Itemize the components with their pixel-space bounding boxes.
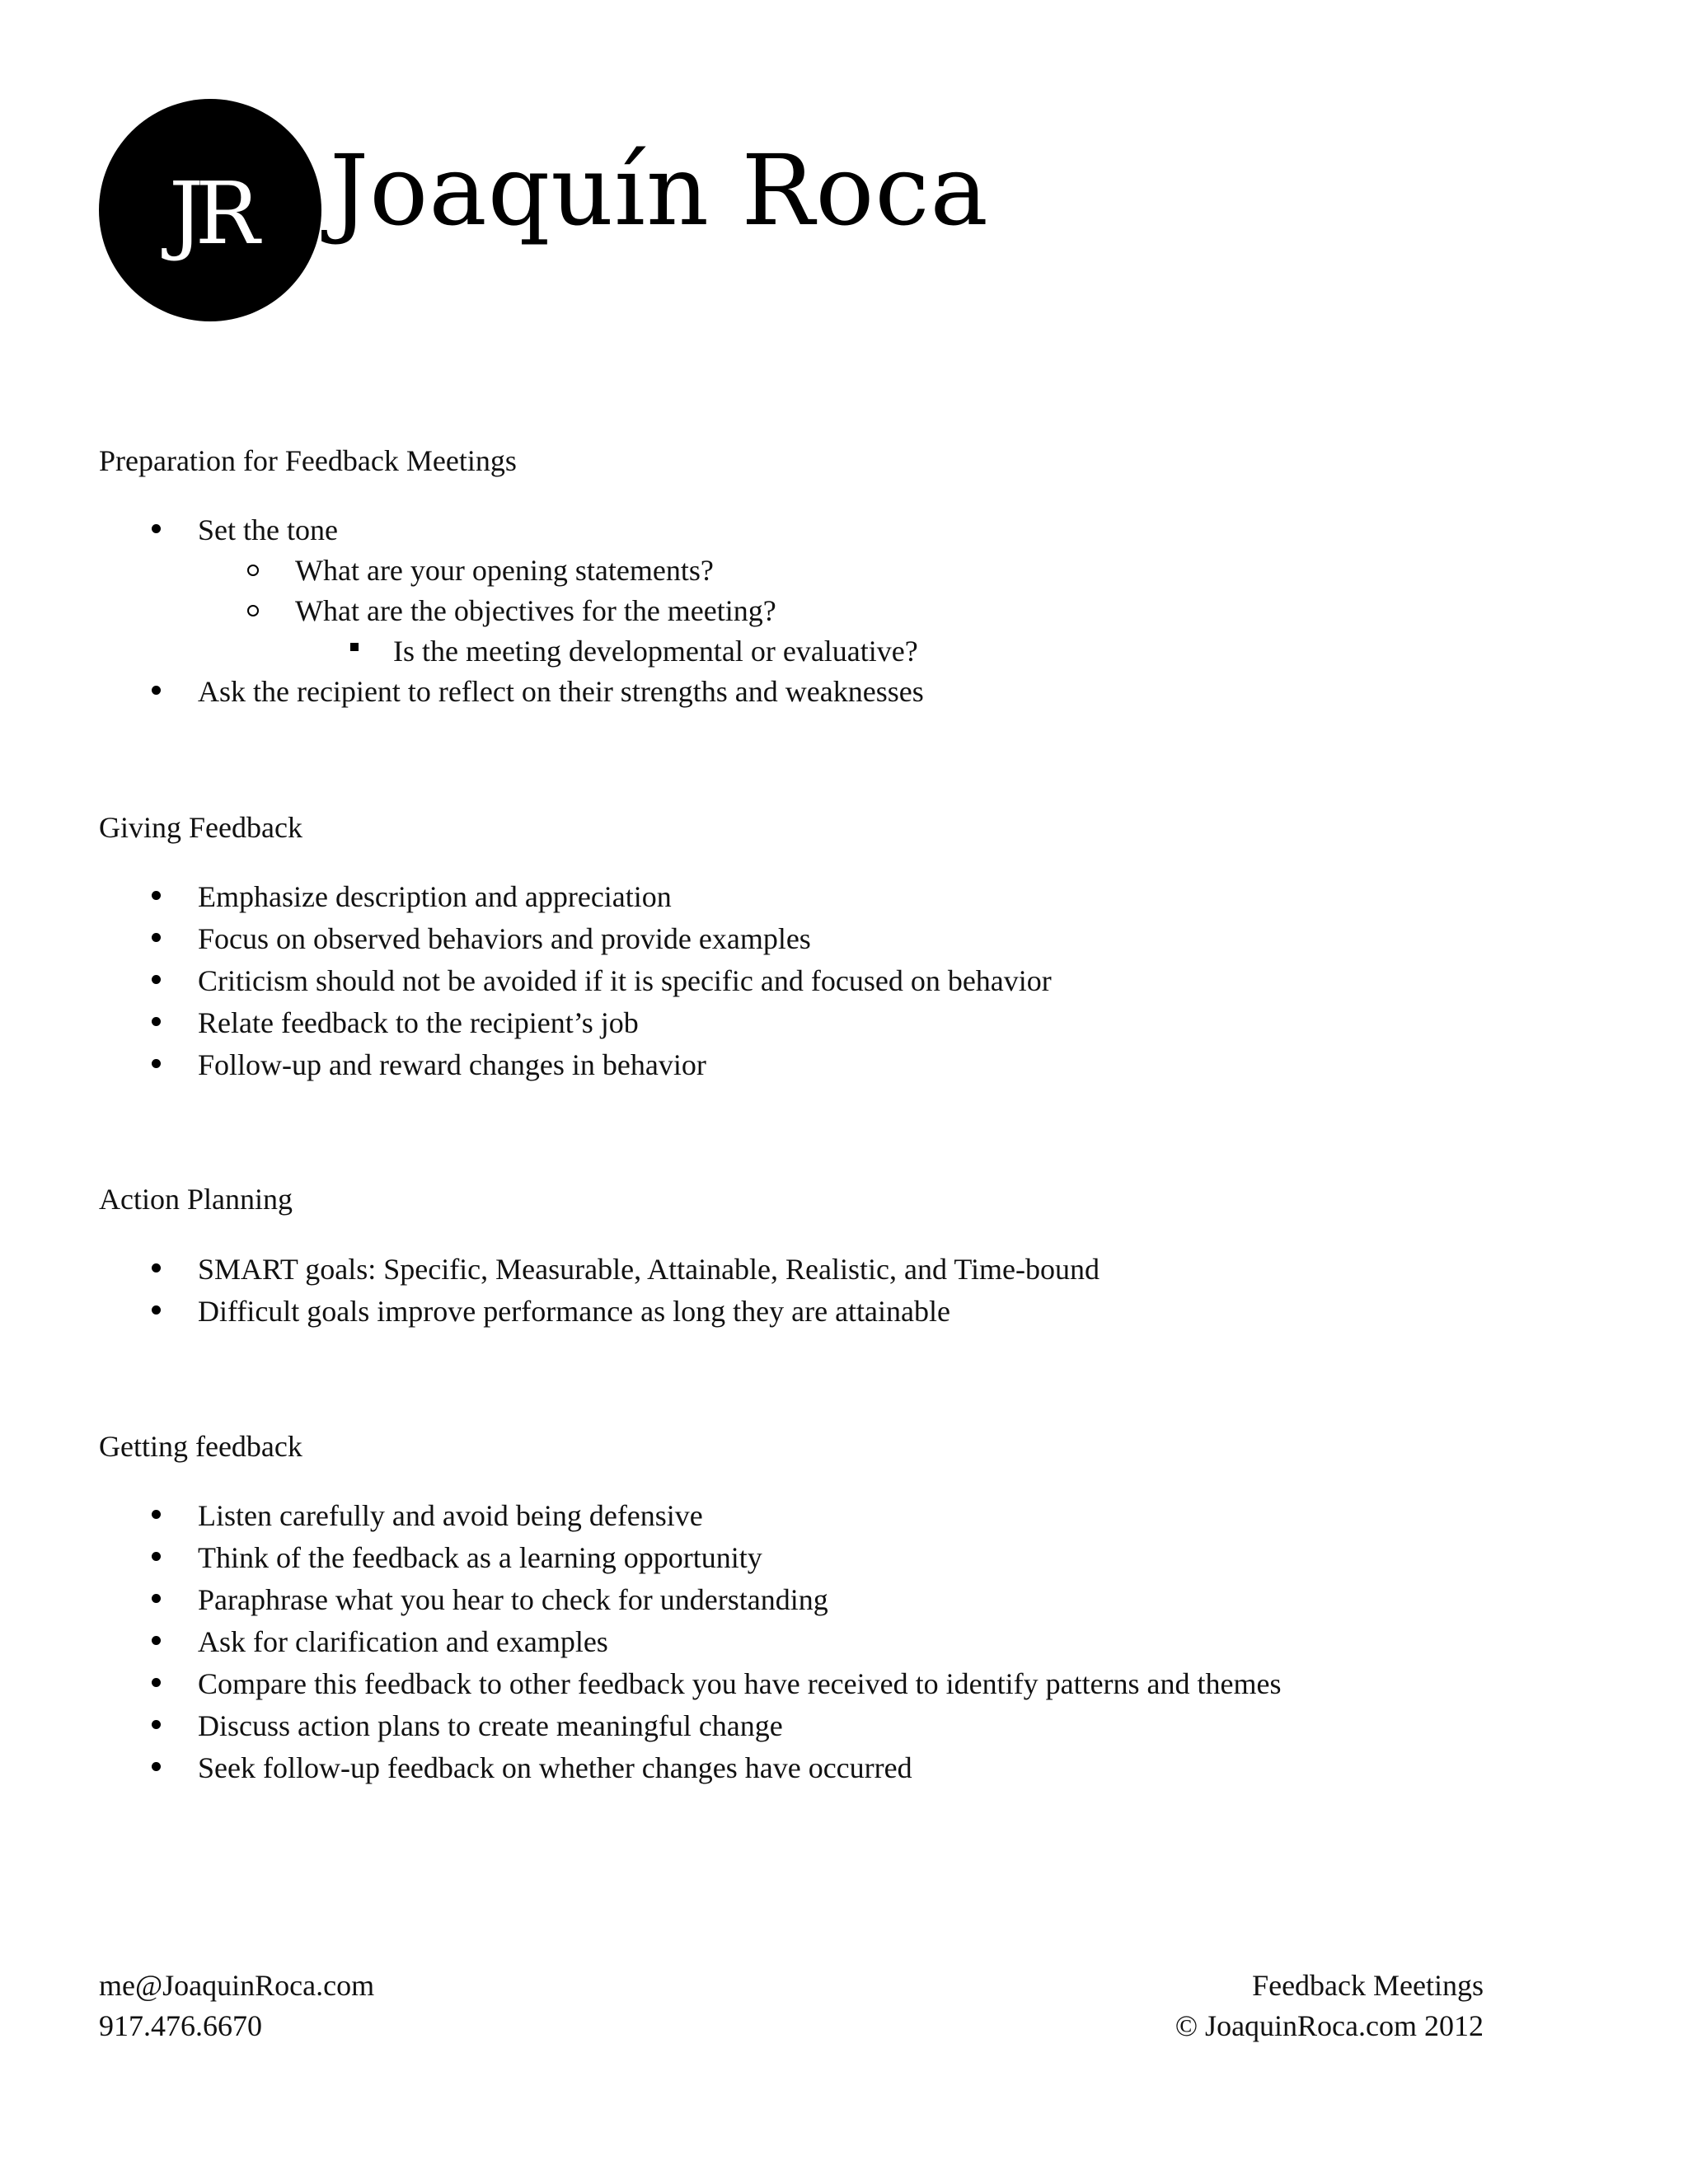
bullet-icon [152, 1059, 161, 1068]
bullet-icon [152, 1510, 161, 1519]
section-heading-action: Action Planning [99, 1183, 293, 1216]
bullet-icon [152, 1720, 161, 1729]
list-item: Listen carefully and avoid being defensive [198, 1499, 703, 1532]
section-heading-giving: Giving Feedback [99, 811, 302, 844]
bullet-icon [152, 1305, 161, 1315]
section-heading-getting: Getting feedback [99, 1430, 302, 1463]
list-item: Follow-up and reward changes in behavior [198, 1048, 706, 1081]
logo-initials: JR [169, 163, 251, 264]
list-item: Seek follow-up feedback on whether changes have occurred [198, 1751, 912, 1784]
bullet-icon [152, 975, 161, 984]
list-item: Paraphrase what you hear to check for understanding [198, 1583, 828, 1616]
list-item: SMART goals: Specific, Measurable, Attainable, Realistic, and Time-bound [198, 1253, 1100, 1286]
list-item: Difficult goals improve performance as long they are attainable [198, 1295, 950, 1328]
list-item: Compare this feedback to other feedback you have received to identify patterns and themes [198, 1667, 1282, 1700]
list-item: Focus on observed behaviors and provide examples [198, 922, 811, 955]
bullet-icon [152, 1552, 161, 1561]
circle-bullet-icon [247, 565, 259, 576]
author-name: Joaquín Roca [330, 134, 989, 247]
bullet-icon [152, 524, 161, 533]
sub-sub-list-item: Is the meeting developmental or evaluative? [393, 635, 918, 668]
footer-copyright: © JoaquinRoca.com 2012 [1175, 2009, 1484, 2042]
section-heading-preparation: Preparation for Feedback Meetings [99, 444, 517, 477]
bullet-icon [152, 1636, 161, 1645]
sub-list-item: What are your opening statements? [295, 554, 714, 587]
footer-email: me@JoaquinRoca.com [99, 1969, 375, 2002]
footer-document-title: Feedback Meetings [1252, 1969, 1484, 2002]
list-item: Emphasize description and appreciation [198, 880, 672, 913]
logo-circle [99, 99, 321, 321]
sub-list-item: What are the objectives for the meeting? [295, 594, 776, 627]
list-item: Discuss action plans to create meaningful change [198, 1709, 783, 1742]
bullet-icon [152, 891, 161, 900]
bullet-icon [152, 686, 161, 695]
list-item: Criticism should not be avoided if it is specific and focused on behavior [198, 964, 1052, 997]
list-item: Set the tone [198, 513, 338, 546]
bullet-icon [152, 1762, 161, 1771]
bullet-icon [152, 933, 161, 942]
list-item: Ask for clarification and examples [198, 1625, 608, 1658]
list-item: Ask the recipient to reflect on their strengths and weaknesses [198, 675, 924, 708]
bullet-icon [152, 1263, 161, 1272]
circle-bullet-icon [247, 605, 259, 616]
bullet-icon [152, 1017, 161, 1026]
footer-phone: 917.476.6670 [99, 2009, 262, 2042]
list-item: Think of the feedback as a learning opportunity [198, 1541, 762, 1574]
bullet-icon [152, 1678, 161, 1687]
square-bullet-icon [350, 643, 359, 651]
bullet-icon [152, 1594, 161, 1603]
list-item: Relate feedback to the recipient’s job [198, 1006, 639, 1039]
